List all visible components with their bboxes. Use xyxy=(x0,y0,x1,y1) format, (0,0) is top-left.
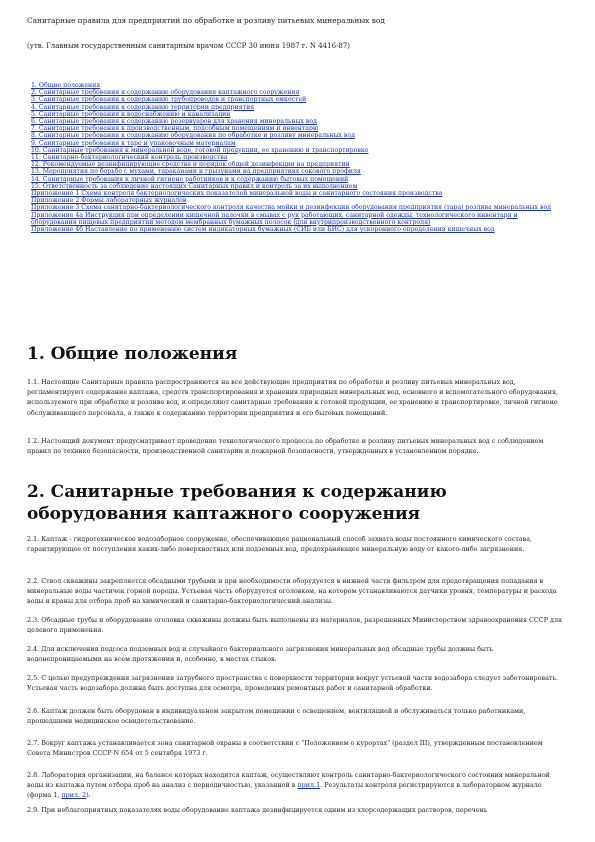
toc-link[interactable] xyxy=(31,226,551,233)
toc-link[interactable] xyxy=(31,82,551,89)
toc-link-text[interactable]: 15. Ответственность за соблюдение настоящих Санитарных правил и контроль за их выполнением xyxy=(31,182,358,190)
toc-link-text[interactable]: 7. Санитарные требования к производственным, подсобным помещениям и инвентарю xyxy=(31,125,319,133)
toc-link-text[interactable]: Приложение 4б Наставление по применению систем индикаторных бумажных (СИБ или БИС) для ускоренного определения кишечных вод xyxy=(31,226,495,234)
toc-link[interactable] xyxy=(31,147,551,154)
toc-link-text[interactable]: 2. Санитарные требования к содержанию оборудования каптажного сооружения xyxy=(31,89,300,97)
section-heading: 1. Общие положения xyxy=(27,344,238,364)
paragraph xyxy=(27,770,567,801)
toc-link[interactable] xyxy=(31,176,551,183)
toc-link-text[interactable]: 9. Санитарные требования к таре и упаковочным материалам xyxy=(31,139,236,147)
toc-link[interactable] xyxy=(31,89,551,96)
document-subtitle: (утв. Главным государственным санитарным врачом СССР 30 июня 1987 г. N 4416-87) xyxy=(27,42,351,50)
toc-link-text[interactable]: Приложение 4а Инструкция при определении кишечной палочки в смывах с рук работающих, санитарной одежды, технологического инвентаря и оборудования пищевых предприятий методом мембранных бумажных полосок (для внутрипроизводственного контроля) xyxy=(31,211,518,226)
paragraph-text: 2.8. Лаборатория организации, на балансе которых находится каптаж, осуществляют контроль санитарно-бактериологического состояния минеральной воды из каптажа путем отбора проб на анализ с периодичностью, указанной в xyxy=(27,771,550,790)
paragraph: 1.2. Настоящий документ предусматривает проведение технологического процесса по обработке и розливу питьевых минеральных вод с соблюдением правил по технике безопасности, производственной санитарии и пожарной безопасности, утвержденных в установленном порядке. xyxy=(27,437,544,456)
toc-link[interactable] xyxy=(31,140,551,147)
appendix-link[interactable]: прил.1 xyxy=(297,781,321,790)
toc-link-text[interactable]: Приложение 2 Формы лабораторных журналов xyxy=(31,197,187,205)
toc-link-text[interactable]: Приложение 3 Схема санитарно-бактериологического контроля качества мойки и дезинфекции оборудования предприятия (тара) розлива минеральных вод xyxy=(31,204,551,212)
toc-link-text[interactable]: 1. Общие положения xyxy=(31,82,101,89)
paragraph: 2.1. Каптаж - гидротехническое водозаборное сооружение, обеспечивающее рациональный способ захвата воды постоянного химического состава, гарантирующее от поступления каких-либо поверхностных или подземных вод, предохраняющее минеральную воду от какого-либо загрязнения. xyxy=(27,535,533,554)
toc-link-text[interactable]: 6. Санитарные требования к содержанию резервуаров для хранения минеральных вод xyxy=(31,118,317,126)
toc-link-text[interactable]: 12. Рекомендуемые дезинфицирующие средства и порядок общей дезинфекции на предприятии xyxy=(31,161,350,169)
toc-link-text[interactable]: 8. Санитарные требования к содержанию оборудования по обработке и розливу минеральных вод xyxy=(31,132,355,140)
paragraph: 2.5. С целью предупреждения загрязнения затрубного пространства с поверхности территории вокруг устьевой части водозабора следует забетонировать. Устьевая часть водозабора должна быть доступна для осмотра, проведения ремонтных работ и санитарной обработки. xyxy=(27,674,558,693)
toc-link[interactable] xyxy=(31,183,551,190)
toc-link-text[interactable]: 3. Санитарные требования к содержанию трубопроводов и транспортных емкостей xyxy=(31,96,307,104)
paragraph-text: . Результаты контроля регистрируются в лабораторном журнале (форма 1, xyxy=(27,781,542,800)
toc-link[interactable] xyxy=(31,111,551,118)
toc-link[interactable] xyxy=(31,104,551,111)
toc-link[interactable] xyxy=(31,204,551,211)
toc-link[interactable] xyxy=(31,161,551,168)
paragraph: 2.4. Для исключения подсоса подземных вод и случайного бактериального загрязнения минеральных вод обсадные трубы должны быть водонепроницаемыми на всем протяжении и, особенно, в местах стыков. xyxy=(27,645,494,664)
toc-link-text[interactable]: 4. Санитарные требования к содержанию территории предприятия xyxy=(31,103,255,111)
document-title: Санитарные правила для предприятий по обработке и розливу питьевых минеральных вод xyxy=(27,16,385,25)
paragraph: 2.6. Каптаж должен быть оборудован в индивидуальном закрытом помещении с освещением, вентиляцией и обслуживаться только работниками, прошедшими медицинское освидетельствование. xyxy=(27,707,526,726)
toc-link[interactable] xyxy=(31,190,551,197)
section-heading: 2. Санитарные требования к содержанию оборудования каптажного сооружения xyxy=(27,482,447,524)
paragraph-text: ). xyxy=(86,791,91,800)
appendix-link[interactable]: прил. 2 xyxy=(61,791,87,800)
toc-link-text[interactable]: 11. Санитарно-бактериологический контроль производства xyxy=(31,154,228,162)
toc-link-text[interactable]: Приложение 1 Схема контроля бактериологических показателей минеральной воды и санитарного состояния производства xyxy=(31,190,443,198)
paragraph: 2.7. Вокруг каптажа устанавливается зона санитарной охраны в соответствии с "Положением о курортах" (раздел III), утвержденным постановлением Совета Министров СССР N 654 от 5 сентября 1973 г. xyxy=(27,739,543,758)
toc-link[interactable] xyxy=(31,125,551,132)
toc-link[interactable] xyxy=(31,154,551,161)
toc-link[interactable] xyxy=(31,212,551,226)
toc-link[interactable] xyxy=(31,118,551,125)
toc-link[interactable] xyxy=(31,132,551,139)
toc-link-text[interactable]: 10. Санитарные требования к минеральной воде, готовой продукции, ее хранению и транспортировке xyxy=(31,146,369,154)
paragraph: 2.3. Обсадные трубы и оборудование оголовка скважины должны быть выполнены из материалов, разрешенных Министерством здравоохранения СССР для целевого применения. xyxy=(27,616,563,635)
table-of-contents xyxy=(31,82,551,233)
toc-link-text[interactable]: 14. Санитарные требования к личной гигиене работников и к содержанию бытовых помещений xyxy=(31,175,349,183)
toc-link-text[interactable]: 13. Мероприятия по борьбе с мухами, тараканами и грызунами на предприятиях сокового профиля xyxy=(31,168,361,176)
paragraph: 2.2. Ствол скважины закрепляется обсадными трубами и при необходимости оборудуется в нижней части фильтром для предотвращения попадания в минеральные воды частичек горной породы. Устьевая часть оборудуется оголовком, на котором устанавливаются датчики уровня, температуры и расхода воды и краны для отбора проб на химический и санитарно-бактериологический анализы. xyxy=(27,577,557,606)
toc-link[interactable] xyxy=(31,197,551,204)
paragraph: 1.1. Настоящие Санитарные правила распространяются на все действующие предприятия по обработке и розливу питьевых минеральных вод, регламентируют содержание каптажа, средств транспортирования и хранения природных минеральных вод, основного и вспомогательного оборудования, используемого при обработке и розливе вод, и определяют санитарные требования к готовой продукции, ее хранению и транспортировке, личной гигиене обслуживающего персонала, а также к содержанию территории предприятия и его бытовых помещений. xyxy=(27,378,559,417)
toc-link-text[interactable]: 5. Санитарные требования к водоснабжению и канализации xyxy=(31,110,231,118)
paragraph: 2.9. При неблагоприятных показателях воды оборудование каптажа дезинфицируется одним из хлорсодержащих растворов, перечень xyxy=(27,806,488,814)
toc-link[interactable] xyxy=(31,96,551,103)
toc-link[interactable] xyxy=(31,168,551,175)
